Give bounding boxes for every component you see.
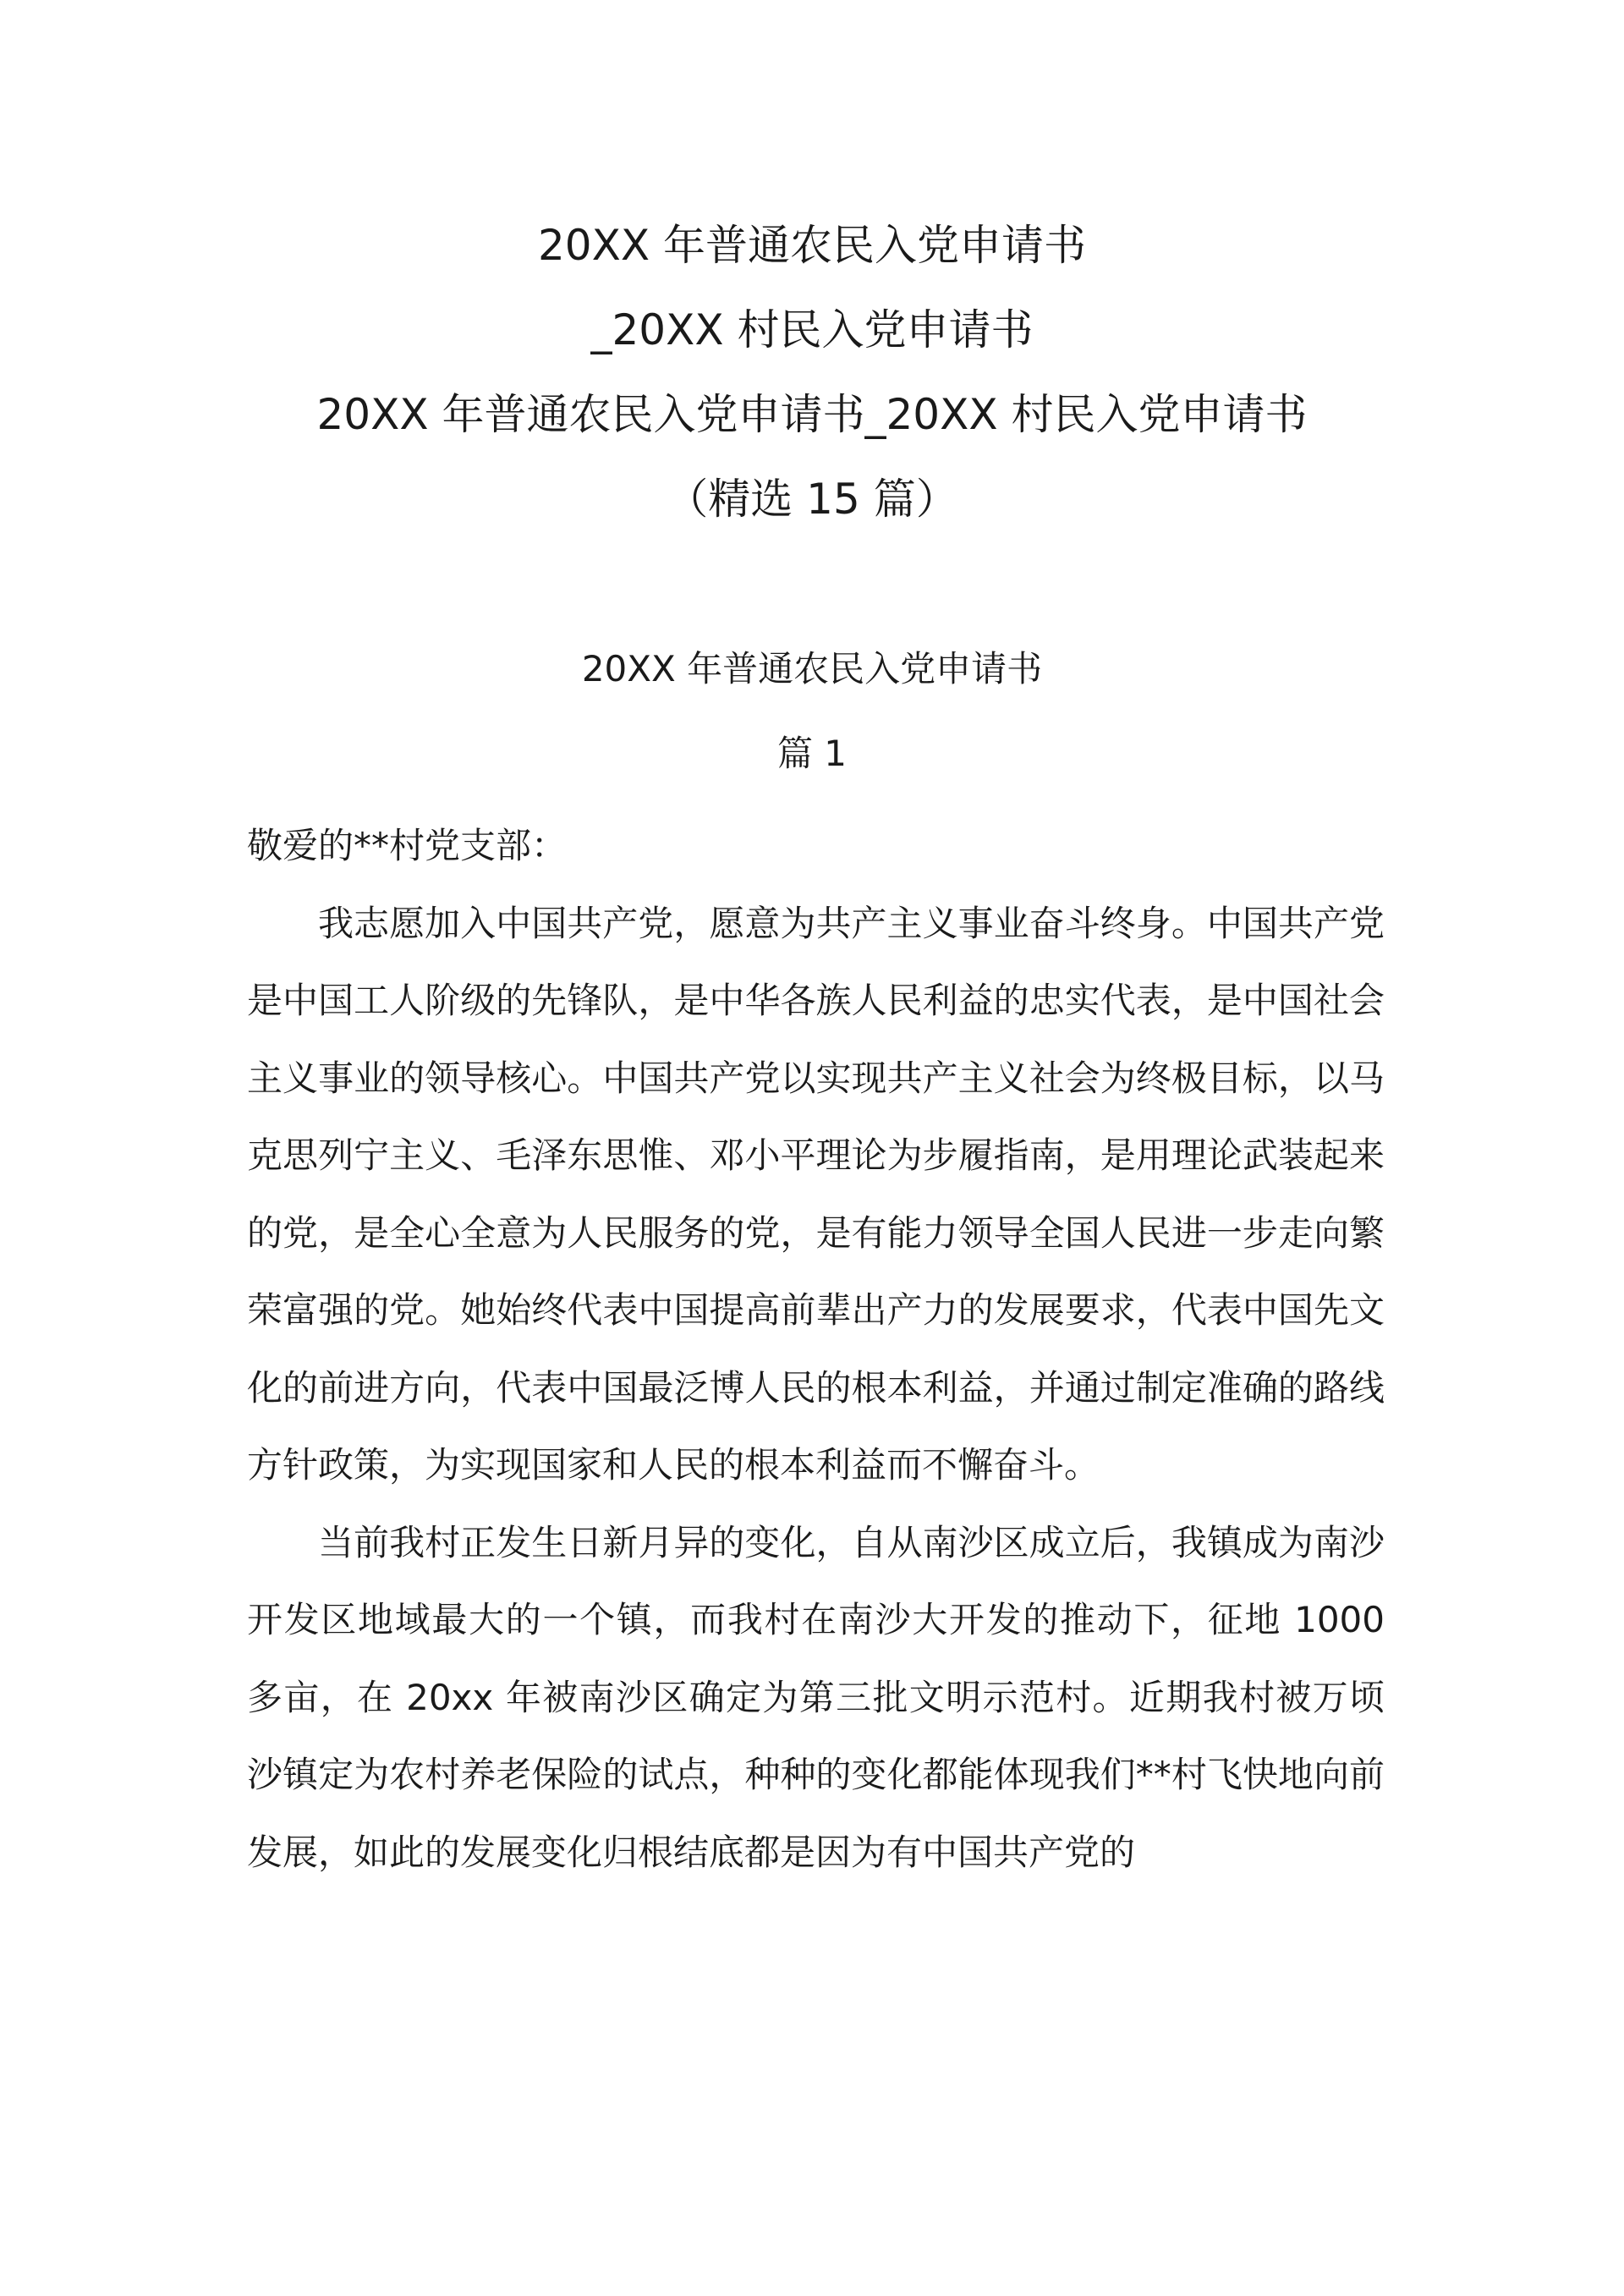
section-number: 篇 1 [776, 733, 848, 774]
title-line-4: （精选 15 篇） [666, 475, 958, 524]
title-line-3: 20XX 年普通农民入党申请书_20XX 村民入党申请书 [316, 390, 1308, 439]
document-body [247, 807, 1385, 1891]
title-line-2: _20XX 村民入党申请书 [590, 305, 1034, 354]
title-line-1: 20XX 年普通农民入党申请书 [537, 221, 1087, 270]
salutation: 敬爱的**村党支部： [247, 825, 568, 866]
paragraph-1: 我志愿加入中国共产党，愿意为共产主义事业奋斗终身。中国共产党是中国工人阶级的先锋队，是中华各族人民利益的忠实代表，是中国社会主义事业的领导核心。中国共产党以实现共产主义社会为终极目标，以马克思列宁主义、毛泽东思惟、邓小平理论为步履指南，是用理论武装起来的党，是全心全意为人民服务的党，是有能力领导全国人民进一步走向繁荣富强的党。她始终代表中国提高前辈出产力的发展要求，代表中国先文化的前进方向，代表中国最泛博人民的根本利益，并通过制定准确的路线方针政策，为实现国家和人民的根本利益而不懈奋斗。 [247, 902, 1385, 1486]
paragraph-2: 当前我村正发生日新月异的变化，自从南沙区成立后，我镇成为南沙开发区地域最大的一个镇，而我村在南沙大开发的推动下，征地 1000 多亩，在 20xx 年被南沙区确定为第三批文明示范村。近期我村被万顷沙镇定为农村养老保险的试点，种种的变化都能体现我们**村飞快地向前发展，如此的发展变化归根结底都是因为有中国共产党的 [247, 1521, 1385, 1873]
document-title [203, 203, 1421, 541]
section-title: 20XX 年普通农民入党申请书 [581, 648, 1043, 689]
